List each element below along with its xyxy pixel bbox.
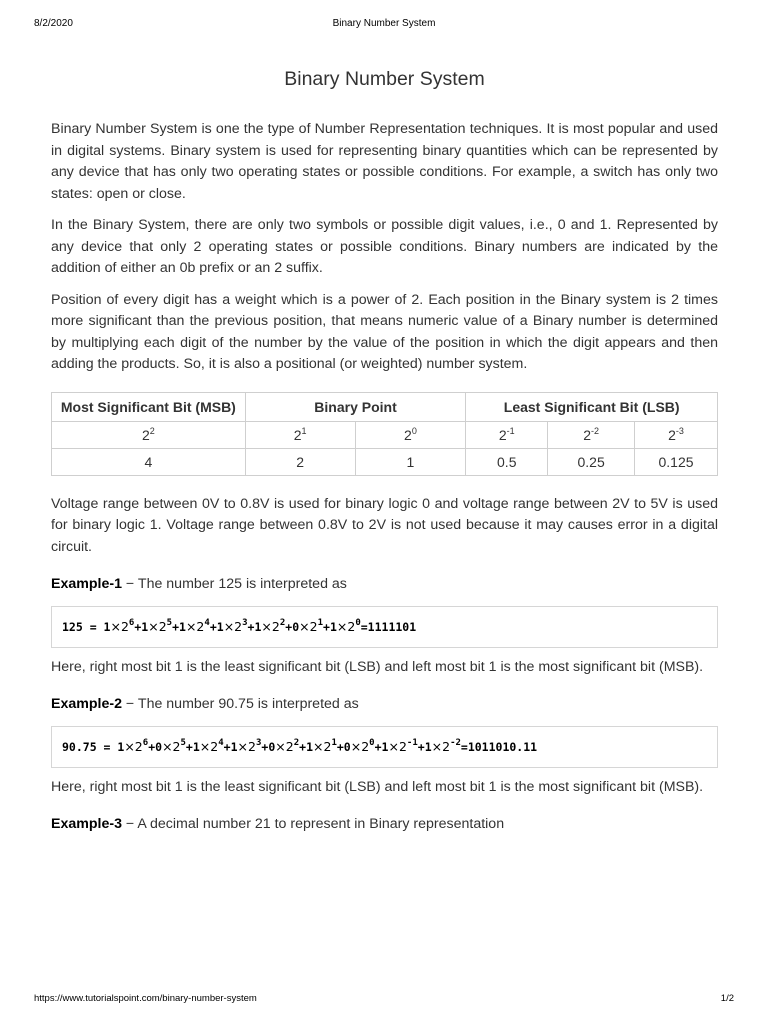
example-1-heading xyxy=(51,574,718,596)
formula-base: ×2 xyxy=(148,618,167,634)
formula-digit: 1 xyxy=(424,739,432,754)
formula-digit: 1 xyxy=(254,619,262,634)
voltage-paragraph: Voltage range between 0V to 0.8V is used for binary logic 0 and voltage range between 2V to 5V is used for binary logic 1. Voltage range between 0.8V to 2V is not used because it may causes error in a digital circuit. xyxy=(51,495,718,555)
msb-header: Most Significant Bit (MSB) xyxy=(52,392,246,421)
formula-digit: 0 xyxy=(292,619,300,634)
table-cell: 4 xyxy=(52,448,246,475)
formula-result: =1111101 xyxy=(360,619,417,634)
binary-point-header: Binary Point xyxy=(245,392,466,421)
example-3-text: − A decimal number 21 to represent in Binary representation xyxy=(121,816,505,832)
formula-base: ×2 xyxy=(162,738,181,754)
formula-operator: + xyxy=(417,739,425,754)
formula-operator: + xyxy=(209,619,217,634)
lsb-header: Least Significant Bit (LSB) xyxy=(466,392,718,421)
formula-digit: 0 xyxy=(343,739,351,754)
formula-digit: 1 xyxy=(192,739,200,754)
table-cell: 0.25 xyxy=(548,448,635,475)
formula-lhs: 90.75 = xyxy=(62,739,118,754)
formula-digit: 1 xyxy=(381,739,389,754)
formula-digit: 1 xyxy=(103,619,111,634)
formula-base: ×2 xyxy=(237,738,256,754)
formula-operator: + xyxy=(323,619,330,634)
formula-result: =1011010.11 xyxy=(460,739,538,754)
example-3-label: Example-3 xyxy=(51,816,122,832)
formula-exponent: -2 xyxy=(450,737,461,748)
position-paragraph: Position of every digit has a weight which is a power of 2. Each position in the Binary system is 2 times more significant than the previous position, that means numeric value of a Binary number is determined by multiplying each digit of the number by the value of the position in which the digit appears and then adding the products. So, it is also a positional (or weighted) number system. xyxy=(51,291,718,372)
formula-exponent: 4 xyxy=(218,737,224,748)
example-1-note: Here, right most bit 1 is the least significant bit (LSB) and left most bit 1 is the most significant bit (MSB). xyxy=(51,658,704,675)
symbols-paragraph: In the Binary System, there are only two symbols or possible digit values, i.e., 0 and 1. Represented by any device that only 2 operating states or possible conditions. Binary numbers are indicated by the addition of either an 0b prefix or an 2 suffix. xyxy=(51,217,718,276)
table-cell: $2^0$ xyxy=(355,421,466,448)
formula-base: ×2 xyxy=(299,618,318,634)
example-2-heading xyxy=(51,694,718,716)
table-cell: 0.5 xyxy=(466,448,548,475)
formula-exponent: 5 xyxy=(166,617,173,628)
formula-operator: + xyxy=(285,619,293,634)
formula-exponent: 6 xyxy=(142,737,149,748)
intro-paragraph: Binary Number System is one the type of Number Representation techniques. It is most popular and used in digital systems. Binary system is used for representing binary quantities which can be represented by any device that has only two operating states or possible conditions. For example, a switch has only two states: open or close. xyxy=(51,121,718,202)
formula-base: ×2 xyxy=(110,618,129,634)
formula-exponent: 2 xyxy=(293,737,300,748)
formula-operator: + xyxy=(247,619,255,634)
formula-digit: 1 xyxy=(179,619,186,634)
formula-digit: 0 xyxy=(268,739,276,754)
formula-operator: + xyxy=(185,739,193,754)
table-cell: $2^1$ xyxy=(245,421,355,448)
formula-lhs: 125 = xyxy=(62,619,104,634)
print-url: https://www.tutorialspoint.com/binary-number-system xyxy=(34,993,257,1004)
formula-exponent: 5 xyxy=(180,737,186,748)
table-cell: $2^{-1}$ xyxy=(466,421,548,448)
formula-exponent: 1 xyxy=(317,617,324,628)
formula-base: ×2 xyxy=(275,738,294,754)
example-1-code-block xyxy=(51,606,718,648)
table-cell: $2^{-2}$ xyxy=(548,421,635,448)
print-header xyxy=(34,18,734,32)
example-3-heading xyxy=(51,814,718,836)
formula-exponent: 3 xyxy=(242,617,248,628)
formula-exponent: 3 xyxy=(255,737,262,748)
table-row-values xyxy=(52,448,718,475)
article-title: Binary Number System xyxy=(284,68,485,90)
formula-operator: + xyxy=(374,739,382,754)
table-cell: $2^2$ xyxy=(52,421,246,448)
example-2-note: Here, right most bit 1 is the least significant bit (LSB) and left most bit 1 is the most significant bit (MSB). xyxy=(51,778,704,795)
formula-operator: + xyxy=(299,739,307,754)
table-cell: $2^{-3}$ xyxy=(635,421,718,448)
bit-weight-table xyxy=(51,392,718,476)
formula-base: ×2 xyxy=(313,738,332,754)
formula-base: ×2 xyxy=(223,618,243,634)
print-footer xyxy=(34,993,734,1007)
formula-exponent: 0 xyxy=(369,737,375,748)
formula-operator: + xyxy=(261,739,269,754)
formula-exponent: 2 xyxy=(279,617,286,628)
example-2-text: − The number 90.75 is interpreted as xyxy=(121,696,359,712)
formula-operator: + xyxy=(172,619,180,634)
formula-digit: 1 xyxy=(329,619,337,634)
example-1-text: − The number 125 is interpreted as xyxy=(121,576,347,592)
print-date: 8/2/2020 xyxy=(34,18,73,29)
formula-operator: + xyxy=(223,739,231,754)
table-row-powers xyxy=(52,421,718,448)
formula-base: ×2 xyxy=(336,618,356,634)
table-cell: 0.125 xyxy=(635,448,718,475)
formula-digit: 1 xyxy=(117,739,125,754)
formula-digit: 1 xyxy=(230,739,238,754)
article-content xyxy=(51,68,718,846)
formula-operator: + xyxy=(134,619,142,634)
formula-exponent: 1 xyxy=(331,737,337,748)
formula-base: ×2 xyxy=(350,738,370,754)
formula-digit: 0 xyxy=(155,739,163,754)
example-2-code-block xyxy=(51,726,718,768)
example-1-label: Example-1 xyxy=(51,576,122,592)
formula-base: ×2 xyxy=(185,618,205,634)
formula-digit: 1 xyxy=(216,619,224,634)
formula-operator: + xyxy=(336,739,344,754)
example-2-label: Example-2 xyxy=(51,696,122,712)
formula-base: ×2 xyxy=(124,738,143,754)
formula-operator: + xyxy=(148,739,156,754)
formula-base: ×2 xyxy=(261,618,280,634)
formula-digit: 1 xyxy=(306,739,313,754)
table-cell: 2 xyxy=(245,448,355,475)
formula-base: ×2 xyxy=(431,738,451,754)
formula-exponent: 0 xyxy=(355,617,361,628)
formula-exponent: 4 xyxy=(204,617,210,628)
page-number: 1/2 xyxy=(720,993,734,1004)
formula-digit: 1 xyxy=(141,619,149,634)
formula-base: ×2 xyxy=(199,738,219,754)
print-page-title: Binary Number System xyxy=(332,18,436,29)
formula-base: ×2 xyxy=(388,738,407,754)
formula-exponent: -1 xyxy=(406,737,418,748)
table-header-row xyxy=(52,392,718,421)
table-cell: 1 xyxy=(355,448,466,475)
formula-exponent: 6 xyxy=(128,617,135,628)
